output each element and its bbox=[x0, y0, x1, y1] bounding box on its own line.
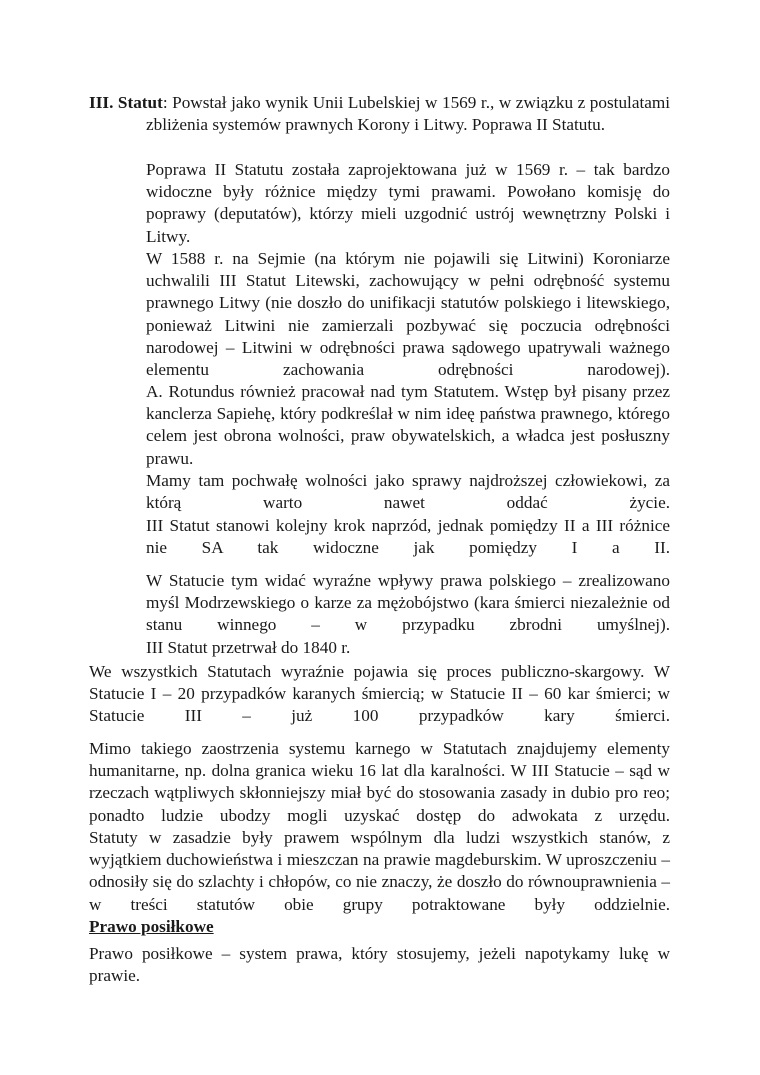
full-paragraph-1: We wszystkich Statutach wyraźnie pojawia się proces publiczno-skargowy. W Statucie I – 20 przypadków karanych śmiercią; w Statucie II – 60 kar śmierci; w Statucie III – już 100 przypadków kary śmierci. bbox=[89, 662, 670, 726]
intro-paragraph bbox=[89, 92, 671, 159]
section-heading-text: Prawo posiłkowe bbox=[89, 917, 214, 936]
section-heading bbox=[89, 916, 670, 938]
intro-block bbox=[89, 92, 671, 136]
paragraph-5: III Statut stanowi kolejny krok naprzód, jednak pomiędzy II a III różnice nie SA tak widoczne jak pomiędzy I a II. bbox=[146, 516, 670, 558]
intro-text: : Powstał jako wynik Unii Lubelskiej w 1569 r., w związku z postulatami zbliżenia systemów prawnych Korony i Litwy. Poprawa II Statutu. bbox=[146, 93, 671, 135]
section-paragraph: Prawo posiłkowe – system prawa, który stosujemy, jeżeli napotykamy lukę w prawie. bbox=[89, 944, 670, 986]
paragraph-2: W 1588 r. na Sejmie (na którym nie pojawili się Litwini) Koroniarze uchwalili III Statut Litewski, zachowujący w pełni odrębność systemu prawnego Litwy (nie doszło do unifikacji statutów polskiego i litewskiego, ponieważ Litwini nie zamierzali pozbywać się poczucia odrębności narodowej – Litwini w odrębności prawa sądowego upatrywali ważnego elementu zachowania odrębności narodowej). bbox=[146, 249, 670, 380]
paragraph-1: Poprawa II Statutu została zaprojektowana już w 1569 r. – tak bardzo widoczne były różnice między tymi prawami. Powołano komisję do poprawy (deputatów), którzy mieli uzgodnić ustrój wewnętrzny Polski i Litwy. bbox=[146, 160, 670, 246]
full-paragraph-3: Statuty w zasadzie były prawem wspólnym dla ludzi wszystkich stanów, z wyjątkiem duchowieństwa i mieszczan na prawie magdeburskim. W uproszczeniu – odnosiły się do szlachty i chłopów, co nie znaczy, że doszło do równouprawnienia – w treści statutów obie grupy potraktowane były oddzielnie. bbox=[89, 828, 670, 914]
paragraph-6: W Statucie tym widać wyraźne wpływy prawa polskiego – zrealizowano myśl Modrzewskiego o karze za mężobójstwo (kara śmierci niezależnie od stanu winnego – w przypadku zbrodni umyślnej). bbox=[146, 571, 670, 635]
intro-label: III. Statut bbox=[89, 93, 163, 112]
paragraph-7: III Statut przetrwał do 1840 r. bbox=[146, 638, 351, 657]
paragraph-4: Mamy tam pochwałę wolności jako sprawy najdroższej człowiekowi, za którą warto nawet oddać życie. bbox=[146, 471, 670, 513]
paragraph-3: A. Rotundus również pracował nad tym Statutem. Wstęp był pisany przez kanclerza Sapiehę, który podkreślał w nim ideę państwa prawnego, którego celem jest obrona wolności, praw obywatelskich, a władca jest posłuszny prawu. bbox=[146, 382, 670, 468]
full-paragraph-2: Mimo takiego zaostrzenia systemu karnego w Statutach znajdujemy elementy humanitarne, np. dolna granica wieku 16 lat dla karalności. W III Statucie – sąd w rzeczach wątpliwych skłonniejszy miał być do stosowania zasady in dubio pro reo; ponadto ludzie ubodzy mogli uzyskać dostęp do adwokata z urzędu. bbox=[89, 739, 670, 825]
